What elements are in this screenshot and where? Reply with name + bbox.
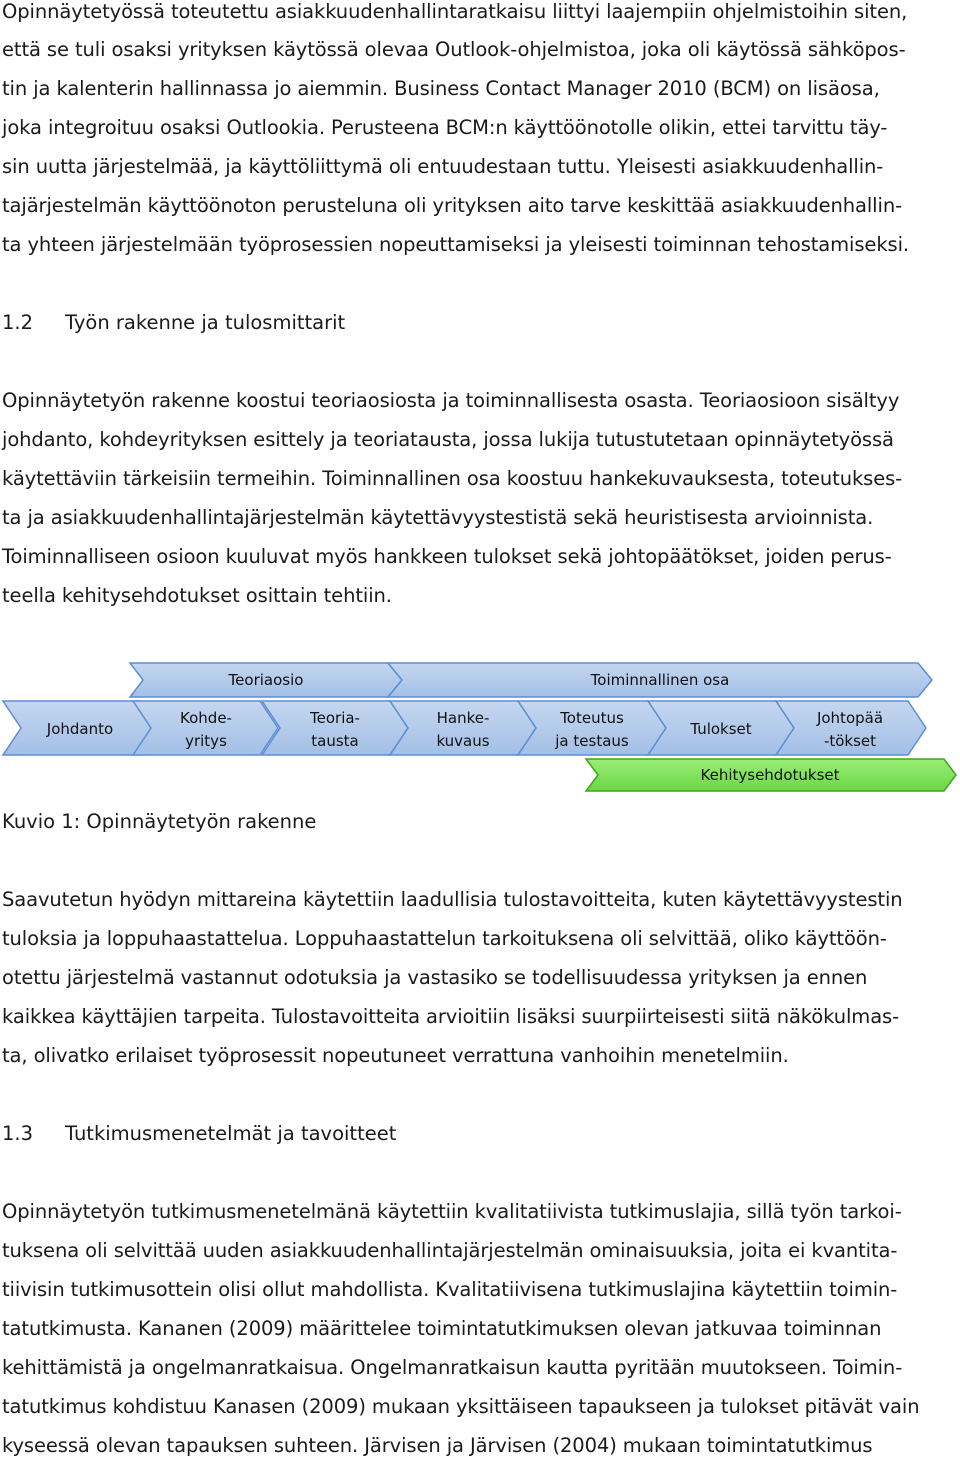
text-line: kaikkea käyttäjien tarpeita. Tulostavoitteita arvioitiin lisäksi suurpiirteisesti siitä näkökulmas- — [2, 1005, 900, 1028]
text-line: Opinnäytetyön rakenne koostui teoriaosiosta ja toiminnallisesta osasta. Teoriaosioon sisältyy — [2, 389, 900, 412]
section-title: Työn rakenne ja tulosmittarit — [65, 311, 346, 334]
text-line: Opinnäytetyön tutkimusmenetelmänä käytettiin kvalitatiivista tutkimuslajia, sillä työn tarkoi- — [2, 1200, 902, 1223]
step-chevron-implementation — [518, 701, 666, 755]
step-label: yritys — [185, 732, 227, 750]
text-line: tuloksia ja loppuhaastattelua. Loppuhaastattelun tarkoituksena oli selvittää, oliko käyttöön- — [2, 927, 887, 950]
text-line: kyseessä olevan tapauksen suhteen. Järvisen ja Järvisen (2004) mukaan toimintatutkimus — [2, 1434, 873, 1457]
top-chevron-theory — [130, 663, 402, 697]
step-chevron-intro — [3, 701, 158, 755]
label-functional-part: Toiminnallinen osa — [590, 671, 730, 689]
label-development-proposals: Kehitysehdotukset — [700, 766, 840, 784]
section-number: 1.3 — [2, 1122, 34, 1145]
step-label: Tulokset — [690, 720, 752, 738]
thesis-structure-diagram — [0, 655, 960, 795]
section-title: Tutkimusmenetelmät ja tavoitteet — [65, 1122, 397, 1145]
text-line: otettu järjestelmä vastannut odotuksia ja vastasiko se todellisuudessa yrityksen ja ennen — [2, 966, 868, 989]
step-label: -tökset — [823, 732, 877, 750]
text-line: käytettäviin tärkeisiin termeihin. Toiminnallinen osa koostuu hankekuvauksesta, toteutukses- — [2, 467, 903, 490]
label-theory-part: Teoriaosio — [228, 671, 304, 689]
text-line: Opinnäytetyössä toteutettu asiakkuudenhallintaratkaisu liittyi laajempiin ohjelmistoihin siten, — [2, 0, 908, 23]
text-line: ta, olivatko erilaiset työprosessit nopeutuneet verrattuna vanhoihin menetelmiin. — [2, 1044, 789, 1067]
text-line: ta ja asiakkuudenhallintajärjestelmän käytettävyystestistä sekä heuristisesta arvioinnista. — [2, 506, 874, 529]
step-label: Johtopää — [816, 709, 884, 727]
text-line: ta yhteen järjestelmään työprosessien nopeuttamiseksi ja yleisesti toiminnan tehostamiseksi. — [2, 233, 909, 256]
step-label: kuvaus — [436, 732, 490, 750]
step-label: Teoria- — [310, 709, 360, 727]
section-number: 1.2 — [2, 311, 34, 334]
text-line: kehittämistä ja ongelmanratkaisua. Ongelmanratkaisun kautta pyritään muutokseen. Toimin- — [2, 1356, 903, 1379]
text-line: että se tuli osaksi yrityksen käytössä olevaa Outlook-ohjelmistoa, joka oli käytössä sähköpos- — [2, 38, 906, 61]
text-line: tajärjestelmän käyttöönoton perusteluna oli yrityksen aito tarve keskittää asiakkuudenhallin- — [2, 194, 903, 217]
text-line: tin ja kalenterin hallinnassa jo aiemmin. Business Contact Manager 2010 (BCM) on lisäosa, — [2, 77, 880, 100]
step-label: Kohde- — [180, 709, 232, 727]
step-chevron-results — [648, 701, 794, 755]
section-heading-1-2 — [2, 311, 345, 335]
step-chevron-project — [390, 701, 536, 755]
text-line: tuksena oli selvittää uuden asiakkuudenhallintajärjestelmän ominaisuuksia, joita ei kvantita- — [2, 1239, 898, 1262]
step-chevron-company — [133, 701, 278, 755]
text-line: joka integroituu osaksi Outlookia. Perusteena BCM:n käyttöönotolle olikin, ettei tarvittu täy- — [2, 116, 888, 139]
step-label: ja testaus — [555, 732, 629, 750]
step-label: Johdanto — [46, 720, 114, 738]
step-label: Hanke- — [436, 709, 490, 727]
section-heading-1-3 — [2, 1122, 396, 1146]
text-line: tatutkimus kohdistuu Kanasen (2009) mukaan yksittäiseen tapaukseen ja tulokset pitävät vain — [2, 1395, 920, 1418]
text-line: tiivisin tutkimusottein olisi ollut mahdollista. Kvalitatiivisena tutkimuslajina käytettiin toimin- — [2, 1278, 898, 1301]
text-line: teella kehitysehdotukset osittain tehtiin. — [2, 584, 392, 607]
step-label: tausta — [311, 732, 359, 750]
step-chevron-theory — [262, 701, 408, 755]
text-line: tatutkimusta. Kananen (2009) määrittelee toimintatutkimuksen olevan jatkuvaa toiminnan — [2, 1317, 882, 1340]
top-chevron-functional — [388, 663, 932, 697]
text-line: Saavutetun hyödyn mittareina käytettiin laadullisia tulostavoitteita, kuten käytettävyystestin — [2, 888, 903, 911]
step-chevron-conclusions — [776, 701, 926, 755]
figure-caption: Kuvio 1: Opinnäytetyön rakenne — [2, 810, 317, 833]
step-label: Toteutus — [560, 709, 624, 727]
text-line: Toiminnalliseen osioon kuuluvat myös hankkeen tulokset sekä johtopäätökset, joiden perus- — [2, 545, 892, 568]
text-line: johdanto, kohdeyrityksen esittely ja teoriatausta, jossa lukija tutustutetaan opinnäytetyössä — [2, 428, 894, 451]
bottom-chevron-development — [586, 759, 956, 791]
text-line: sin uutta järjestelmää, ja käyttöliittymä oli entuudestaan tuttu. Yleisesti asiakkuudenhallin- — [2, 155, 884, 178]
